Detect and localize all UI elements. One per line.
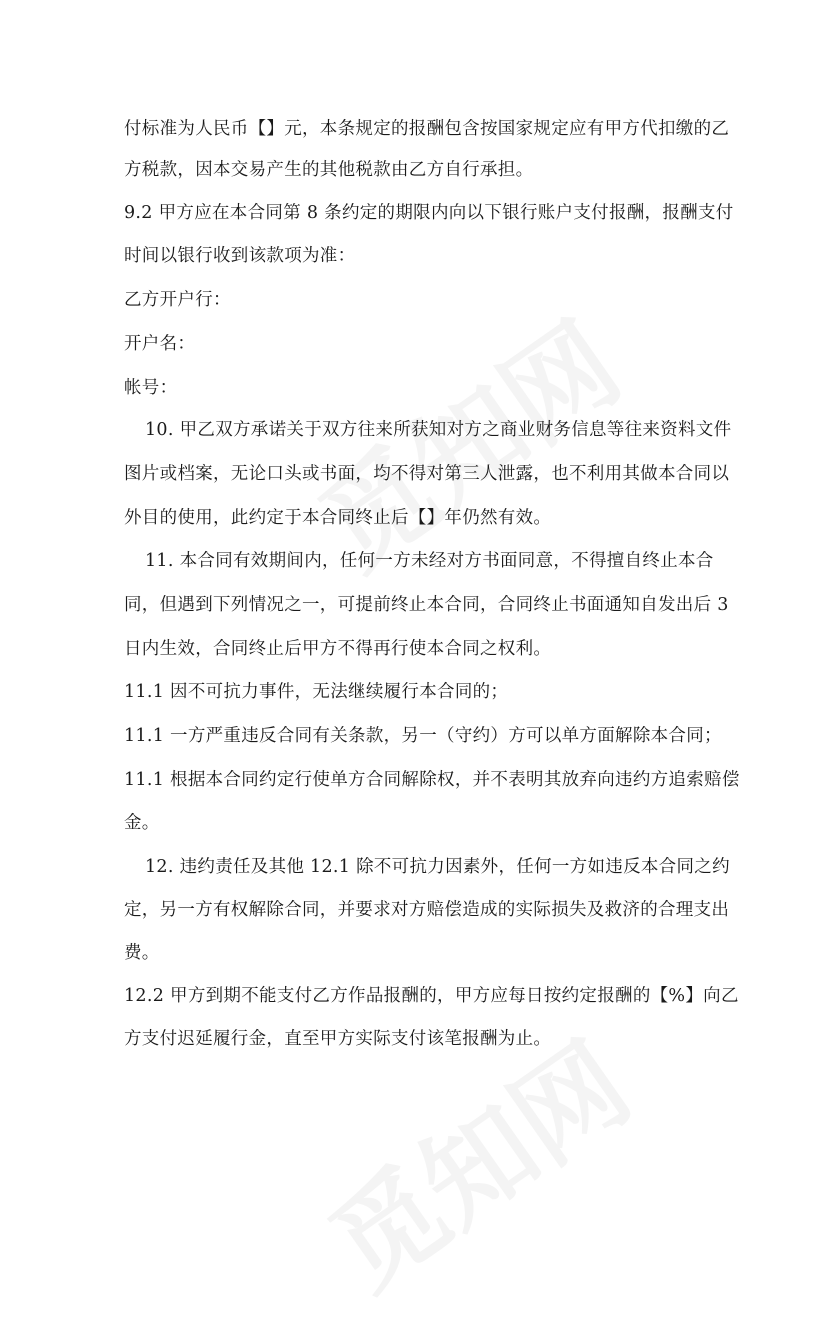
paragraph-line: 11.1 一方严重违反合同有关条款，另一（守约）方可以单方面解除本合同；: [124, 726, 722, 746]
account-number-label: 帐号：: [124, 378, 178, 398]
paragraph-line: 金。: [124, 813, 160, 833]
paragraph-line: 费。: [124, 943, 160, 963]
paragraph-line: 付标准为人民币【】元，本条规定的报酬包含按国家规定应有甲方代扣缴的乙: [124, 119, 730, 139]
bank-name-label: 乙方开户行：: [124, 290, 231, 310]
paragraph-line: 方支付迟延履行金，直至甲方实际支付该笔报酬为止。: [124, 1029, 552, 1049]
account-name-label: 开户名：: [124, 334, 196, 354]
paragraph-line: 定，另一方有权解除合同，并要求对方赔偿造成的实际损失及救济的合理支出: [124, 900, 730, 920]
paragraph-line: 日内生效，合同终止后甲方不得再行使本合同之权利。: [124, 639, 552, 659]
paragraph-line: 11.1 根据本合同约定行使单方合同解除权，并不表明其放弃向违约方追索赔偿: [124, 770, 740, 790]
paragraph-line: 同，但遇到下列情况之一，可提前终止本合同，合同终止书面通知自发出后 3: [124, 595, 729, 615]
paragraph-line: 11.1 因不可抗力事件，无法继续履行本合同的；: [124, 682, 509, 702]
paragraph-line: 外目的使用，此约定于本合同终止后【】年仍然有效。: [124, 508, 552, 528]
clause-12-heading: 12. 违约责任及其他 12.1 除不可抗力因素外，任何一方如违反本合同之约: [145, 857, 730, 877]
paragraph-line: 方税款，因本交易产生的其他税款由乙方自行承担。: [124, 160, 534, 180]
paragraph-line: 9.2 甲方应在本合同第 8 条约定的期限内向以下银行账户支付报酬，报酬支付: [124, 203, 734, 223]
paragraph-line: 12.2 甲方到期不能支付乙方作品报酬的，甲方应每日按约定报酬的【%】向乙: [124, 986, 739, 1006]
paragraph-line: 时间以银行收到该款项为准：: [124, 246, 356, 266]
clause-10-heading: 10. 甲乙双方承诺关于双方往来所获知对方之商业财务信息等往来资料文件: [145, 420, 732, 440]
clause-11-heading: 11. 本合同有效期间内，任何一方未经对方书面同意，不得擅自终止本合: [145, 551, 714, 571]
paragraph-line: 图片或档案，无论口头或书面，均不得对第三人泄露，也不利用其做本合同以: [124, 464, 730, 484]
